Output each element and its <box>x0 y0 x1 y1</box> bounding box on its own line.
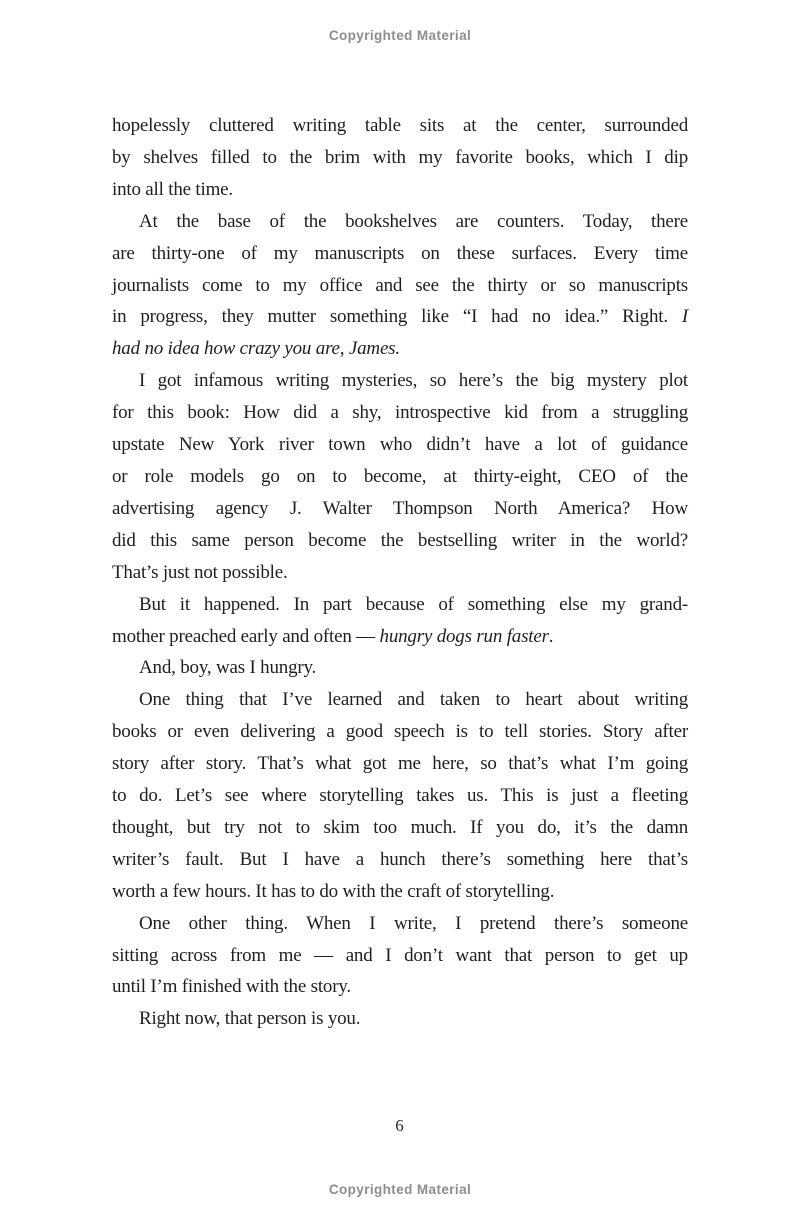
text-run: are thirty-one of my manuscripts on these surfaces. Every time <box>112 242 688 264</box>
paragraph <box>112 365 688 588</box>
text-line <box>112 238 688 270</box>
text-run: upstate New York river town who didn’t have a lot of guidance <box>112 434 688 456</box>
text-run: That’s just not possible. <box>112 561 288 583</box>
page-number-label: 6 <box>395 1116 405 1135</box>
text-run: to do. Let’s see where storytelling takes us. This is just a fleeting <box>112 785 688 807</box>
text-line <box>112 652 688 684</box>
text-run: in progress, they mutter something like “I had no idea.” Right. <box>112 306 682 328</box>
text-line <box>112 301 688 333</box>
italic-text-run: hungry dogs run faster <box>379 625 549 647</box>
text-run: advertising agency J. Walter Thompson North America? How <box>112 497 688 519</box>
page-text <box>112 110 688 1035</box>
text-line <box>112 844 688 876</box>
text-run: But it happened. In part because of something else my grand- <box>139 593 688 615</box>
text-run: until I’m finished with the story. <box>112 976 351 998</box>
text-line <box>112 748 688 780</box>
text-run: . <box>548 625 554 647</box>
text-run: books or even delivering a good speech is to tell stories. Story after <box>112 721 688 743</box>
text-line <box>112 270 688 302</box>
italic-text-run: had no idea how crazy you are, James. <box>112 338 400 360</box>
text-line <box>112 621 688 653</box>
paragraph <box>112 110 688 206</box>
text-line <box>112 1003 688 1035</box>
text-line <box>112 876 688 908</box>
text-run: Right now, that person is you. <box>139 1008 361 1030</box>
text-run: thought, but try not to skim too much. If you do, it’s the damn <box>112 816 688 838</box>
text-line <box>112 365 688 397</box>
text-run: sitting across from me — and I don’t want that person to get up <box>112 944 688 966</box>
text-run: And, boy, was I hungry. <box>139 657 317 679</box>
text-line <box>112 493 688 525</box>
text-line <box>112 908 688 940</box>
text-line <box>112 142 688 174</box>
text-line <box>112 780 688 812</box>
text-run: did this same person become the bestselling writer in the world? <box>112 529 688 551</box>
text-line <box>112 397 688 429</box>
copyright-top-label: Copyrighted Material <box>328 28 472 43</box>
text-run: worth a few hours. It has to do with the craft of storytelling. <box>112 880 555 902</box>
text-line <box>112 429 688 461</box>
text-line <box>112 461 688 493</box>
text-line <box>112 110 688 142</box>
text-line <box>112 333 688 365</box>
text-run: mother preached early and often — <box>112 625 380 647</box>
paragraph <box>112 589 688 653</box>
text-line <box>112 940 688 972</box>
text-line <box>112 557 688 589</box>
text-line <box>112 684 688 716</box>
text-line <box>112 971 688 1003</box>
text-run: writer’s fault. But I have a hunch there’s something here that’s <box>112 848 688 870</box>
text-run: At the base of the bookshelves are counters. Today, there <box>139 210 688 232</box>
italic-text-run: I <box>681 306 688 328</box>
text-run: or role models go on to become, at thirty-eight, CEO of the <box>112 465 688 487</box>
text-run: One thing that I’ve learned and taken to heart about writing <box>139 689 688 711</box>
paragraph <box>112 1003 688 1035</box>
text-run: by shelves filled to the brim with my favorite books, which I dip <box>112 146 688 168</box>
paragraph <box>112 908 688 1004</box>
text-run: One other thing. When I write, I pretend there’s someone <box>139 912 688 934</box>
text-line <box>112 812 688 844</box>
text-line <box>112 716 688 748</box>
text-run: hopelessly cluttered writing table sits at the center, surrounded <box>112 115 688 136</box>
paragraph <box>112 684 688 907</box>
text-line <box>112 525 688 557</box>
text-line <box>112 174 688 206</box>
text-run: story after story. That’s what got me here, so that’s what I’m going <box>112 753 688 775</box>
text-run: into all the time. <box>112 178 233 200</box>
paragraph <box>112 652 688 684</box>
text-line <box>112 589 688 621</box>
paragraph <box>112 206 688 366</box>
text-run: I got infamous writing mysteries, so here’s the big mystery plot <box>139 370 688 392</box>
text-run: for this book: How did a shy, introspective kid from a struggling <box>112 402 688 424</box>
text-run: journalists come to my office and see the thirty or so manuscripts <box>112 274 688 296</box>
text-line <box>112 206 688 238</box>
copyright-bottom-label: Copyrighted Material <box>328 1182 472 1197</box>
